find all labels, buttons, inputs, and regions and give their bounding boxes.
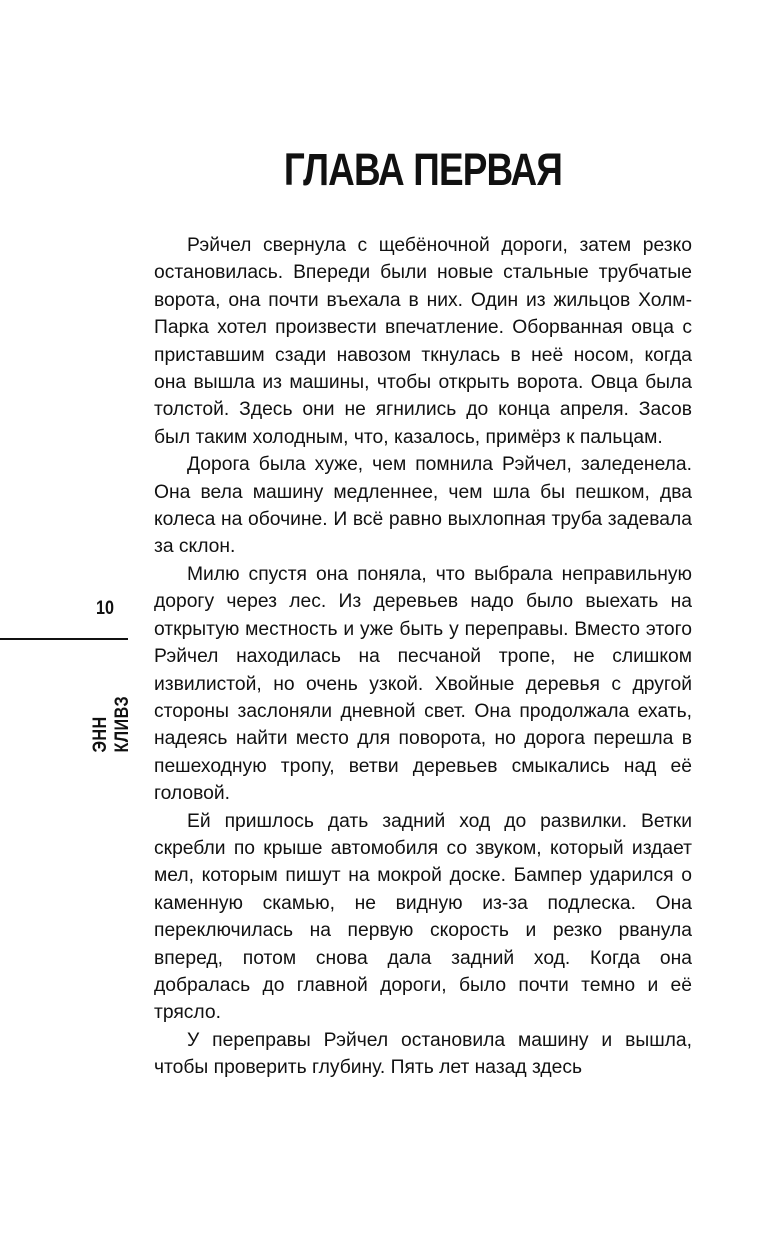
margin-divider [0, 638, 128, 640]
body-text [154, 232, 692, 1082]
paragraph: Милю спустя она поняла, что выбрала неправильную дорогу через лес. Из деревьев надо было выехать на открытую местность и уже быть у переправы. Вместо этого Рэйчел находилась на песчаной тропе, не слишком извилистой, но очень узкой. Хвойные деревья с другой стороны заслоняли дневной свет. Она продолжала ехать, надеясь найти место для поворота, но дорога перешла в пешеходную тропу, ветви деревьев смыкались над её головой. [154, 563, 692, 805]
paragraph: Ей пришлось дать задний ход до развилки. Ветки скребли по крыше автомобиля со звуком, который издает мел, которым пишут на мокрой доске. Бампер ударился о каменную скамью, не видную из-за подлеска. Она переключилась на первую скорость и резко рванула вперед, потом снова дала задний ход. Когда она добралась до главной дороги, было почти темно и её трясло. [154, 810, 692, 1024]
running-head-author: ЭНН КЛИВЗ [90, 696, 133, 753]
paragraph: Дорога была хуже, чем помнила Рэйчел, заледенела. Она вела машину медленнее, чем шла бы пешком, два колеса на обочине. И всё равно выхлопная труба задевала за склон. [154, 454, 692, 558]
chapter-title: ГЛАВА ПЕРВАЯ [283, 144, 563, 195]
paragraph: У переправы Рэйчел остановила машину и вышла, чтобы проверить глубину. Пять лет назад здесь [154, 1029, 692, 1079]
page-number: 10 [96, 598, 114, 619]
paragraph: Рэйчел свернула с щебёночной дороги, затем резко остановилась. Впереди были новые стальные трубчатые ворота, она почти въехала в них. Один из жильцов Холм-Парка хотел произвести впечатление. Оборванная овца с приставшим сзади навозом ткнулась в неё носом, когда она вышла из машины, чтобы открыть ворота. Овца была толстой. Здесь они не ягнились до конца апреля. Засов был таким холодным, что, казалось, примёрз к пальцам. [154, 235, 692, 448]
